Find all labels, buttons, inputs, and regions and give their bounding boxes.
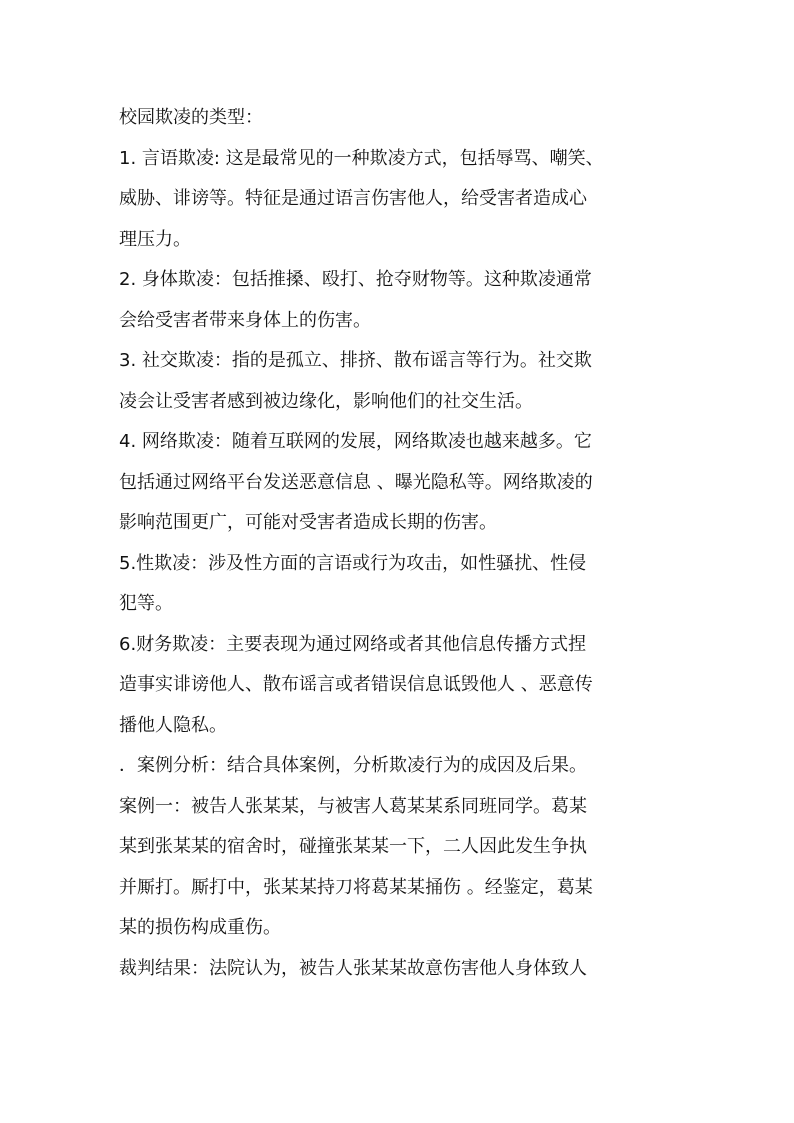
- text-line: 并厮打。厮打中，张某某持刀将葛某某捅伤 。经鉴定，葛某: [119, 876, 593, 898]
- text-line: 会给受害者带来身体上的伤害。: [119, 309, 371, 331]
- text-line: 案例一：被告人张某某，与被害人葛某某系同班同学。葛某: [119, 795, 587, 817]
- text-line: 威胁、诽谤等。特征是通过语言伤害他人，给受害者造成心: [119, 188, 587, 209]
- text-line: 理压力。: [119, 228, 191, 250]
- text-line: 2. 身体欺凌：包括推搡、殴打、抢夺财物等。这种欺凌通常: [119, 269, 592, 290]
- text-line: 5.性欺凌：涉及性方面的言语或行为攻击，如性骚扰、性侵: [119, 552, 587, 574]
- text-line: 播他人隐私。: [119, 714, 227, 736]
- text-line: 6.财务欺凌：主要表现为通过网络或者其他信息传播方式捏: [119, 633, 587, 655]
- text-line: 裁判结果：法院认为，被告人张某某故意伤害他人身体致人: [119, 957, 587, 979]
- text-line: 影响范围更广，可能对受害者造成长期的伤害。: [119, 512, 497, 533]
- section-heading: ．案例分析：结合具体案例，分析欺凌行为的成因及后果。: [119, 755, 587, 776]
- text-line: 凌会让受害者感到被边缘化，影响他们的社交生活。: [119, 390, 533, 412]
- text-line: 某到张某某的宿舍时，碰撞张某某一下，二人因此发生争执: [119, 836, 587, 857]
- text-line: 包括通过网络平台发送恶意信息 、曝光隐私等。网络欺凌的: [119, 471, 593, 493]
- document-body: [119, 98, 694, 989]
- text-line: 1. 言语欺凌: 这是最常见的一种欺凌方式，包括辱骂、嘲笑、: [119, 147, 604, 169]
- text-line: 3. 社交欺凌：指的是孤立、排挤、散布谣言等行为。社交欺: [119, 350, 592, 371]
- text-line: 4. 网络欺凌：随着互联网的发展，网络欺凌也越来越多。它: [119, 431, 592, 452]
- section-heading: 校园欺凌的类型：: [119, 107, 263, 128]
- text-line: 犯等。: [119, 593, 173, 614]
- text-line: 某的损伤构成重伤。: [119, 917, 281, 938]
- text-line: 造事实诽谤他人、散布谣言或者错误信息诋毁他人 、恶意传: [119, 674, 593, 695]
